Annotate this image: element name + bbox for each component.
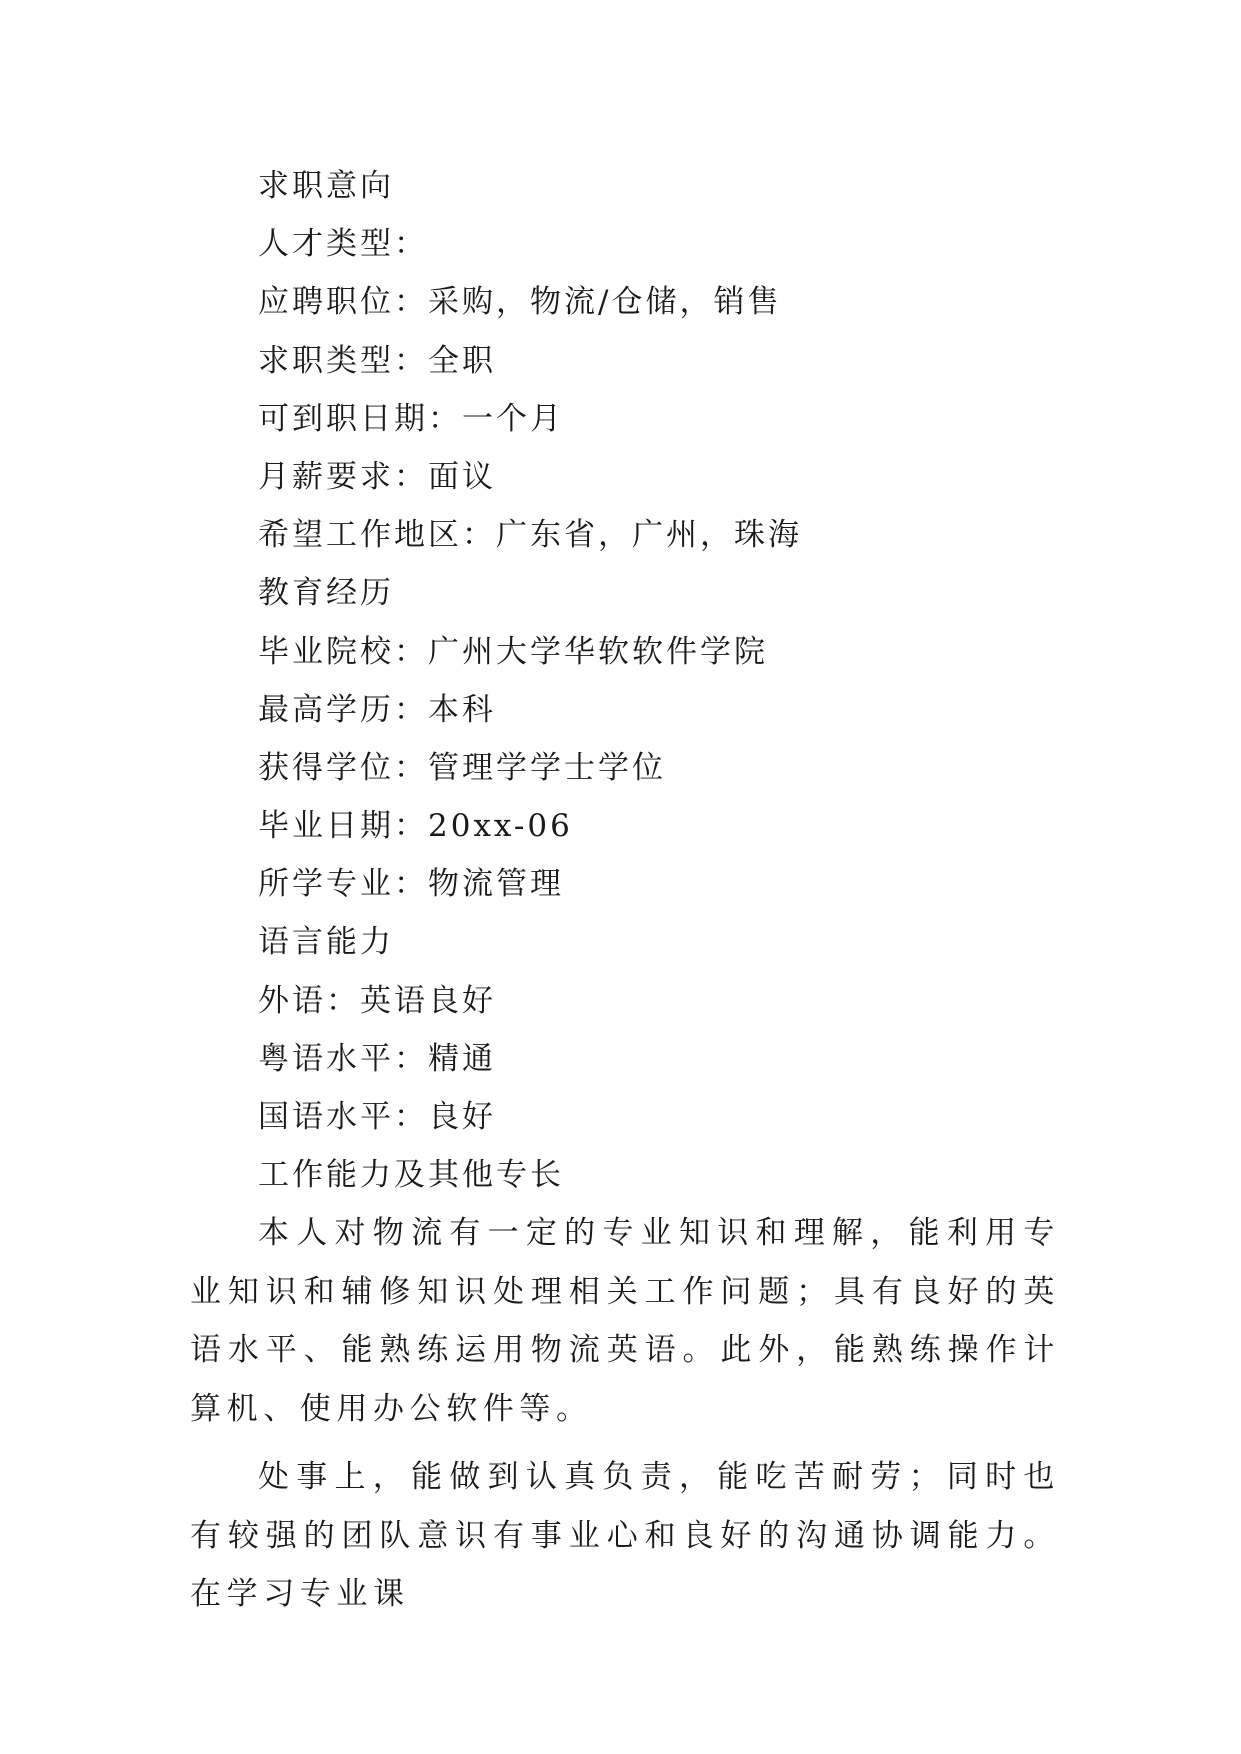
skills-paragraph: 本人对物流有一定的专业知识和理解，能利用专业知识和辅修知识处理相关工作问题；具有良好的英语水平、能熟练运用物流英语。此外，能熟练操作计算机、使用办公软件等。 xyxy=(190,1215,1060,1427)
section-heading-language: 语言能力 xyxy=(258,924,394,961)
salary-requirement-line: 月薪要求：面议 xyxy=(258,458,496,495)
available-date-line: 可到职日期：一个月 xyxy=(258,400,564,437)
section-heading-job-intention: 求职意向 xyxy=(258,168,394,204)
cantonese-level-line: 粤语水平：精通 xyxy=(258,1040,496,1077)
attitude-paragraph: 处事上，能做到认真负责，能吃苦耐劳；同时也有较强的团队意识有事业心和良好的沟通协调能力。在学习专业课 xyxy=(190,1459,1060,1613)
highest-degree-line: 最高学历：本科 xyxy=(258,691,496,728)
graduation-date-line: 毕业日期：20xx-06 xyxy=(258,808,573,845)
graduate-school-line: 毕业院校：广州大学华软软件学院 xyxy=(258,633,768,670)
section-heading-skills: 工作能力及其他专长 xyxy=(258,1157,564,1194)
major-line: 所学专业：物流管理 xyxy=(258,866,564,903)
section-heading-education: 教育经历 xyxy=(258,575,394,612)
talent-type-line: 人才类型： xyxy=(258,226,428,263)
foreign-language-line: 外语：英语良好 xyxy=(258,982,496,1019)
academic-degree-line: 获得学位：管理学学士学位 xyxy=(258,749,666,786)
mandarin-level-line: 国语水平：良好 xyxy=(258,1099,496,1135)
applied-position-line: 应聘职位：采购，物流/仓储，销售 xyxy=(258,284,782,321)
job-type-line: 求职类型：全职 xyxy=(258,342,496,379)
resume-content xyxy=(190,157,1060,1634)
preferred-location-line: 希望工作地区：广东省，广州，珠海 xyxy=(258,517,802,554)
